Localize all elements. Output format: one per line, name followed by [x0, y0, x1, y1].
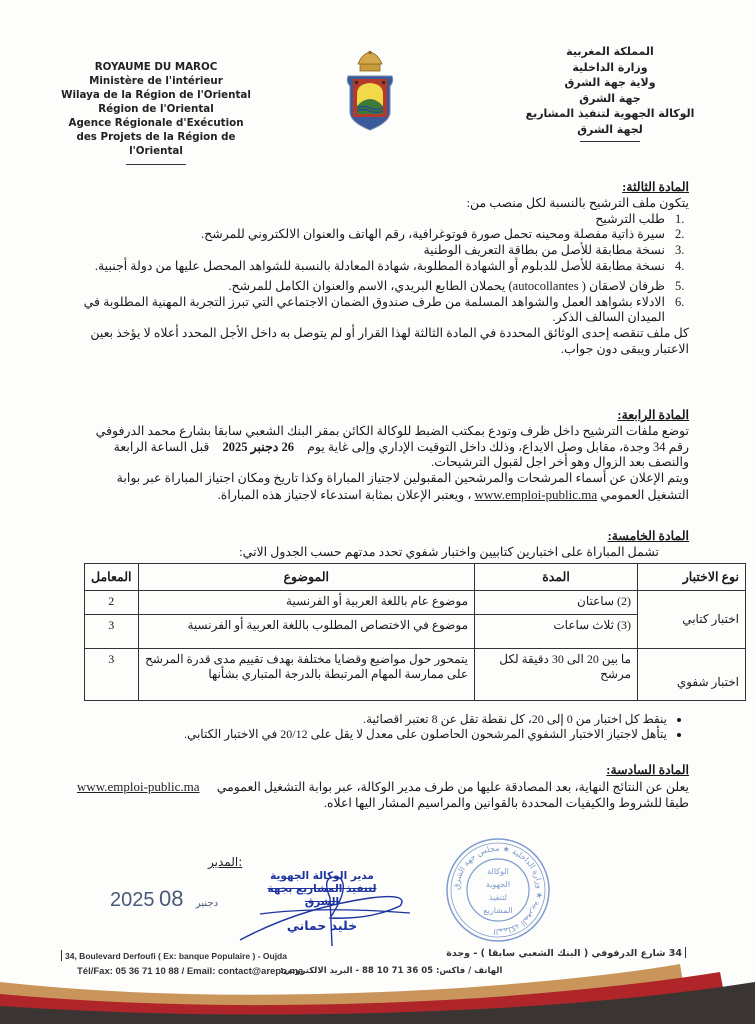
emploi-public-link[interactable]: www.emploi-public.ma — [474, 486, 598, 502]
cell-coef: 2 — [85, 591, 139, 615]
header-subject: الموضوع — [138, 564, 474, 591]
director-title: المدير: — [208, 855, 243, 869]
letterhead-line: ولاية جهة الشرق — [564, 76, 656, 89]
seal-text: الجهوية — [485, 880, 511, 889]
article-4-text: قبل الساعة الرابعة والنصف بعد الزوال وهو أخر اجل لقبول الترشيحات. — [113, 439, 689, 470]
official-seal-icon — [444, 836, 552, 944]
article-4-text: ويتم الإعلان عن أسماء المرشحات والمرشحين المقبولين لاجتياز المباراة وكذا تاريخ ومكان اجتياز المباراة عبر بوابة التشغيل العمومي — [116, 471, 689, 502]
letterhead-line: Ministère de l'intérieur — [89, 75, 223, 87]
crown-icon — [358, 51, 382, 71]
article-3-intro: يتكون ملف الترشيح بالنسبة لكل منصب من: — [466, 195, 689, 210]
cell-subject: موضوع عام باللغة العربية أو الفرنسية — [138, 591, 474, 615]
article-6-text: يعلن عن النتائج النهاية، بعد المصادقة عليها من طرف مدير الوكالة، عبر بوابة التشغيل العمومي — [216, 779, 689, 794]
footer-contact-fr: Tél/Fax: 05 36 71 10 88 / Email: contact@arepo.ma — [77, 966, 304, 977]
french-letterhead — [50, 60, 262, 165]
letterhead-line: جهة الشرق — [579, 91, 641, 105]
list-text: سيرة ذاتية مفصلة ومحينه تحمل صورة فوتوغرافية، رقم الهاتف والعنوان الالكتروني للمرشح. — [201, 227, 665, 242]
footer-contact-ar: الهاتف / فاكس: 05 36 71 10 88 - البريد الالكتروني: — [280, 966, 503, 976]
coat-of-arms-icon — [342, 50, 398, 132]
handwritten-signature-icon — [220, 858, 420, 948]
cell-duration: (2) ساعتان — [475, 591, 638, 615]
list-number: 4. — [675, 258, 685, 273]
cell-subject: يتمحور حول مواضيع وقضايا مختلفة بهدف تقييم مدى قدرة المرشح على ممارسة المهام المرتبطة بالدرجة المتباري بشأنها — [138, 649, 474, 701]
footer-address-ar — [446, 947, 689, 959]
cell-type-oral: اختبار شفوي — [638, 649, 746, 701]
article-4-paragraph — [74, 471, 689, 504]
table-header-row — [85, 564, 746, 591]
cell-subject: موضوع في الاختصاص المطلوب باللغة العربية أو الفرنسية — [138, 615, 474, 649]
table-row — [85, 649, 746, 701]
article-5-intro: تشمل المباراة على اختبارين كتابيين واختبار شفوي تحدد مدتهم حسب الجدول الاتي: — [239, 544, 659, 559]
letterhead-line: وزارة الداخلية — [572, 60, 648, 74]
list-number: 3. — [675, 243, 685, 258]
letterhead-line: ROYAUME DU MAROC — [94, 61, 218, 73]
footer-address-fr — [58, 950, 287, 961]
cell-coef: 3 — [85, 615, 139, 649]
article-3 — [74, 180, 689, 358]
article-5 — [74, 529, 689, 561]
deadline-date: 26 دجنبر 2025 — [222, 439, 294, 454]
list-item — [74, 243, 685, 259]
document-list — [74, 212, 689, 327]
article-4 — [74, 408, 689, 504]
article-6-paragraph — [74, 779, 689, 796]
date-year: 2025 — [110, 889, 155, 911]
article-3-note: كل ملف تنقصه إحدى الوثائق المحددة في المادة الثالثة لهذا القرار أو لم يتوصل به داخل الأجل المحدد أعلاه لا يؤخذ بعين الاعتبار ويبقى دون جواب. — [90, 326, 689, 356]
director-role: لتنفيذ المشاريع بجهة الشرق — [267, 883, 377, 908]
address-text: 34, Boulevard Derfoufi ( Ex: banque Populaire ) - Oujda — [65, 951, 287, 961]
seal-text: لتنفيذ — [489, 893, 507, 902]
article-6-title: المادة السادسة: — [606, 763, 689, 777]
address-text: 34 شارع الدرفوفي ( البنك الشعبي سابقا ) - وجدة — [446, 948, 682, 959]
emploi-public-link[interactable]: www.emploi-public.ma — [76, 778, 200, 794]
list-item — [74, 278, 685, 295]
article-4-text: توضع ملفات الترشيح داخل ظرف وتودع بمكتب الضبط للوكالة الكائن بمقر البنك الشعبي سابقا بشارع محمد الدرفوفي رقم 34 وجدة، مقابل وصل الايداع، وذلك داخل التوقيت الإداري وإلى غاية يوم — [95, 423, 689, 454]
list-text: نسخة مطابقة للأصل للدبلوم أو الشهادة المطلوبة، شهادة المعادلة بالنسبة للشواهد المحصل عليها من دولة أجنبية. — [94, 258, 665, 273]
list-text: ظرفان لاصقان ( autocollantes) يحملان الطابع البريدي، الاسم والعنوان الكامل للمرشح. — [228, 278, 665, 293]
list-item — [74, 227, 685, 243]
bullet-item: • ينقط كل اختبار من 0 إلى 20، كل نقطة تقل عن 8 تعتبر اقصائية. — [74, 712, 667, 727]
director-role: مدير الوكالة الجهوية — [270, 870, 374, 882]
date-month: دجنبر — [195, 898, 219, 909]
list-item — [74, 211, 685, 228]
letterhead-line: Région de l'Oriental — [98, 103, 214, 115]
svg-text:المملكة المغربية ★ وزارة الداخ — [452, 844, 544, 936]
letterhead-divider — [580, 141, 640, 142]
article-6-text: طبقا للشروط والكيفيات المحددة بالقوانين والمراسيم المشار اليها اعلاه. — [323, 795, 689, 810]
letterhead-line: Agence Régionale d'Exécution — [68, 117, 244, 129]
list-text: الادلاء بشواهد العمل والشواهد المسلمة من طرف صندوق الضمان الاجتماعي التي تبرز التجربة المهنية المطلوبة في الميدان السالف الذكر. — [83, 294, 665, 325]
list-number: 1. — [675, 211, 685, 226]
list-number: 5. — [675, 278, 685, 293]
scoring-notes — [74, 712, 689, 742]
bullet-item: • يتأهل لاجتياز الاختبار الشفوي المرشحون الحاصلون على معدل لا يقل على 20/12 في الاختبار الكتابي. — [74, 727, 667, 742]
cell-coef: 3 — [85, 649, 139, 701]
letterhead-divider — [126, 164, 186, 165]
table-row — [85, 591, 746, 615]
list-number: 6. — [675, 294, 685, 309]
article-3-title: المادة الثالثة: — [622, 180, 689, 194]
header-duration: المدة — [475, 564, 638, 591]
article-4-paragraph — [74, 424, 689, 471]
list-text: طلب الترشيح — [595, 211, 665, 226]
article-4-title: المادة الرابعة: — [617, 408, 689, 422]
header-type: نوع الاختبار — [638, 564, 746, 591]
list-item — [74, 294, 685, 327]
cell-type-written: اختبار كتابي — [638, 591, 746, 649]
letterhead-line: لجهة الشرق — [577, 122, 643, 136]
list-number: 2. — [675, 227, 685, 242]
cell-duration: (3) ثلاث ساعات — [475, 615, 638, 649]
footer-wave-bands — [0, 964, 755, 1024]
letterhead-line: المملكة المغربية — [566, 45, 654, 58]
exam-table — [84, 563, 746, 701]
date-day: 08 — [158, 886, 184, 911]
article-6 — [74, 763, 689, 811]
header-coef: المعامل — [85, 564, 139, 591]
list-item — [74, 258, 685, 275]
director-name: خليد حماني — [286, 918, 358, 933]
seal-ring-text: المملكة المغربية ★ وزارة الداخلية ★ مجلس جهة الشرق — [451, 843, 545, 937]
seal-text: المشاريع — [483, 906, 513, 915]
letterhead-line: Wilaya de la Région de l'Oriental — [61, 89, 251, 101]
letterhead-line: des Projets de la Région de l'Oriental — [76, 131, 236, 157]
article-5-title: المادة الخامسة: — [607, 529, 689, 543]
cell-duration: ما بين 20 الى 30 دقيقة لكل مرشح — [475, 649, 638, 701]
article-4-text: ، ويعتبر الإعلان بمثابة استدعاء لاجتياز هذه المباراة. — [217, 487, 472, 502]
seal-text: الوكالة — [487, 867, 509, 876]
list-text: نسخة مطابقة للأصل من بطاقة التعريف الوطنية — [423, 243, 665, 258]
arabic-letterhead — [495, 44, 725, 142]
signature-date — [110, 886, 226, 912]
letterhead-line: الوكالة الجهوية لتنفيذ المشاريع — [525, 107, 695, 120]
